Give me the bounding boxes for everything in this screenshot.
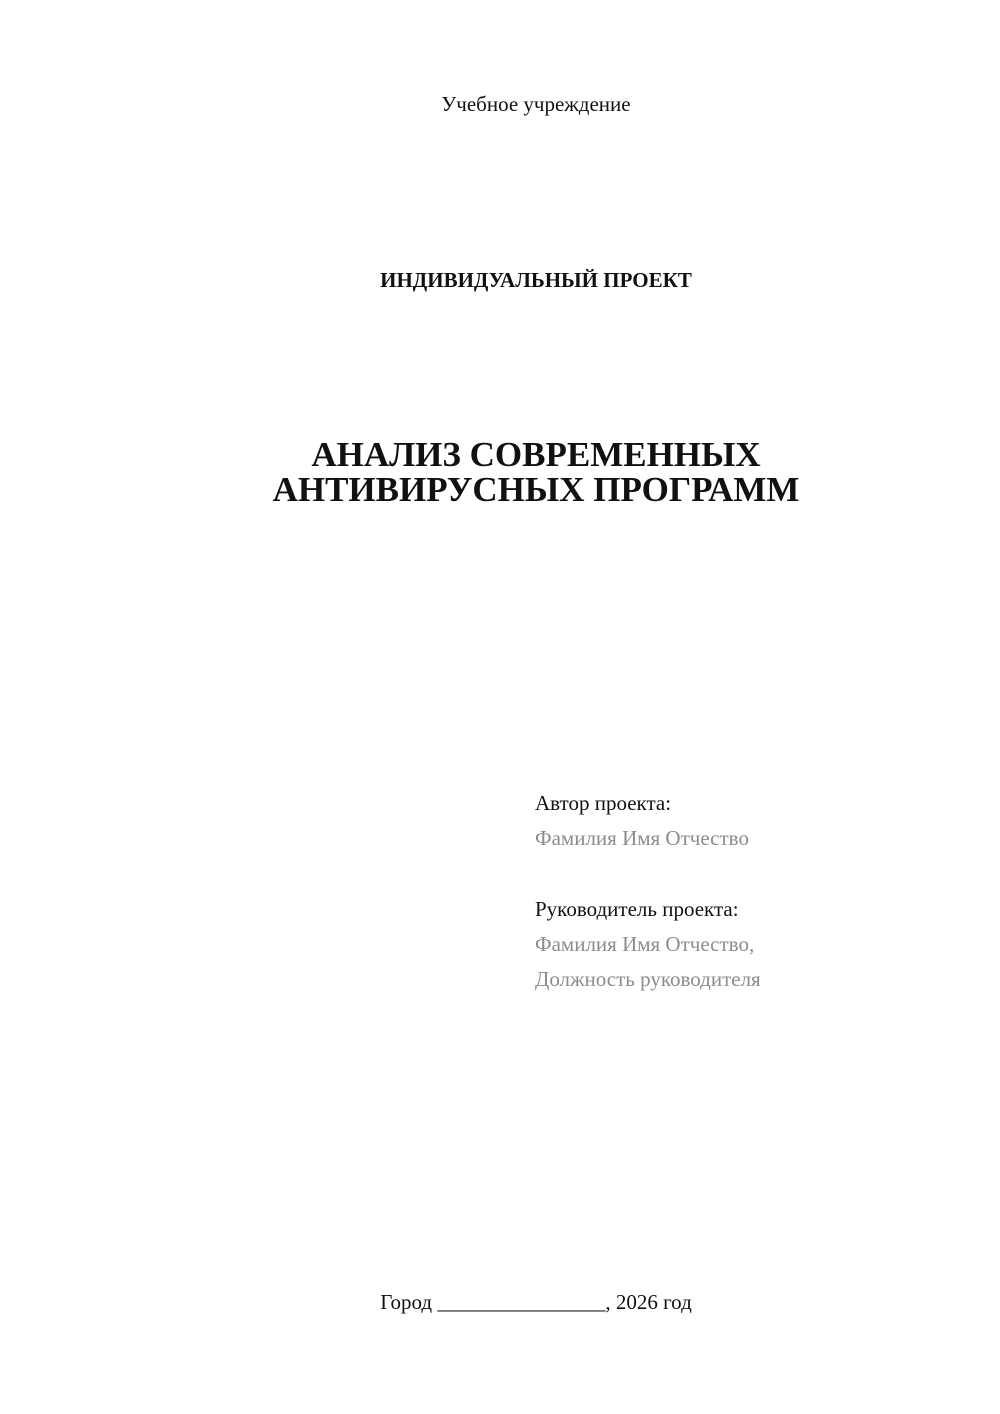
info-spacer xyxy=(535,856,761,892)
supervisor-name: Фамилия Имя Отчество, xyxy=(535,932,755,956)
project-title xyxy=(0,437,1000,507)
project-title-line-1: АНАЛИЗ СОВРЕМЕННЫХ xyxy=(311,435,761,474)
project-title-line-2: АНТИВИРУСНЫХ ПРОГРАММ xyxy=(272,470,800,509)
supervisor-label: Руководитель проекта: xyxy=(535,897,739,921)
author-label: Автор проекта: xyxy=(535,791,672,815)
project-info-block xyxy=(535,786,761,997)
institution-name: Учебное учреждение xyxy=(441,92,631,116)
project-type-heading: ИНДИВИДУАЛЬНЫЙ ПРОЕКТ xyxy=(380,268,692,292)
city-year-line: Город ________________, 2026 год xyxy=(380,1290,692,1314)
author-name: Фамилия Имя Отчество xyxy=(535,826,749,850)
supervisor-position: Должность руководителя xyxy=(535,967,761,991)
